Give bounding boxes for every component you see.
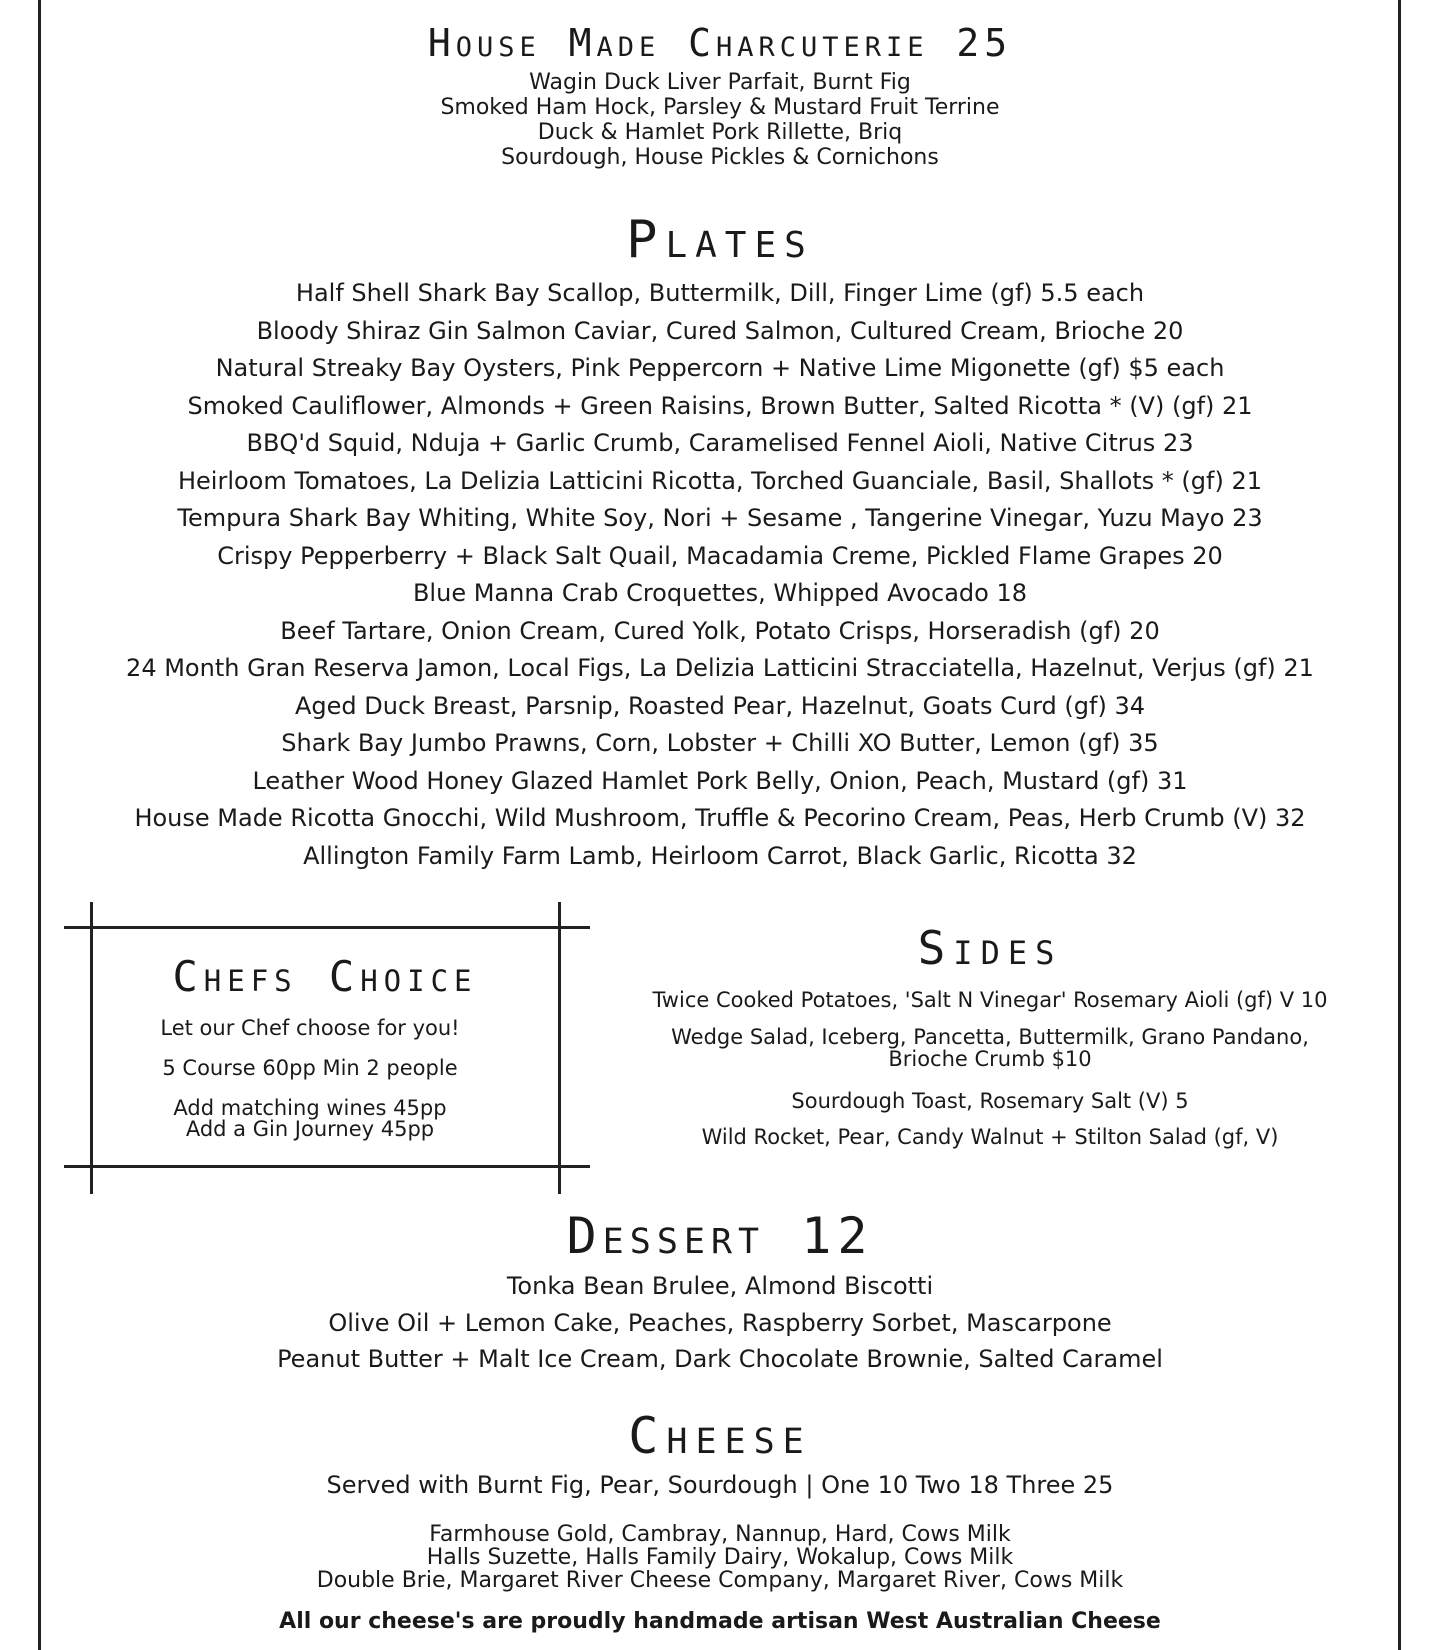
plates-item: Bloody Shiraz Gin Salmon Caviar, Cured Salmon, Cultured Cream, Brioche 20 bbox=[256, 317, 1184, 345]
sides-item: Sourdough Toast, Rosemary Salt (V) 5 bbox=[791, 1089, 1189, 1113]
charcuterie-heading: House Made Charcuterie 25 bbox=[427, 21, 1013, 65]
plates-item: Crispy Pepperberry + Black Salt Quail, Macadamia Creme, Pickled Flame Grapes 20 bbox=[217, 542, 1223, 570]
dessert-item: Olive Oil + Lemon Cake, Peaches, Raspberry Sorbet, Mascarpone bbox=[328, 1309, 1112, 1337]
dessert-heading: Dessert 12 bbox=[566, 1207, 874, 1265]
plates-heading: Plates bbox=[626, 210, 814, 270]
dessert-item: Tonka Bean Brulee, Almond Biscotti bbox=[506, 1272, 934, 1300]
chefs-choice-wines: Add matching wines 45pp bbox=[173, 1096, 447, 1120]
chefs-box-left-line bbox=[90, 902, 93, 1194]
cheese-heading: Cheese bbox=[628, 1407, 812, 1465]
charcuterie-item: Duck & Hamlet Pork Rillette, Briq bbox=[537, 120, 903, 145]
plates-item: Allington Family Farm Lamb, Heirloom Carrot, Black Garlic, Ricotta 32 bbox=[303, 842, 1137, 870]
plates-item: Tempura Shark Bay Whiting, White Soy, Nori + Sesame , Tangerine Vinegar, Yuzu Mayo 23 bbox=[177, 504, 1263, 532]
plates-item: Beef Tartare, Onion Cream, Cured Yolk, Potato Crisps, Horseradish (gf) 20 bbox=[280, 617, 1160, 645]
plates-item: Blue Manna Crab Croquettes, Whipped Avocado 18 bbox=[412, 579, 1028, 607]
sides-item: Wild Rocket, Pear, Candy Walnut + Stilton Salad (gf, V) bbox=[701, 1125, 1279, 1149]
plates-item: Smoked Cauliflower, Almonds + Green Raisins, Brown Butter, Salted Ricotta * (V) (gf) 21 bbox=[187, 392, 1253, 420]
charcuterie-item: Sourdough, House Pickles & Cornichons bbox=[501, 145, 939, 170]
chefs-choice-heading: Chefs Choice bbox=[172, 952, 478, 1001]
charcuterie-item: Smoked Ham Hock, Parsley & Mustard Fruit Terrine bbox=[440, 95, 1000, 120]
chefs-choice-gin: Add a Gin Journey 45pp bbox=[185, 1117, 435, 1141]
plates-item: Heirloom Tomatoes, La Delizia Latticini Ricotta, Torched Guanciale, Basil, Shallots * (gf) 21 bbox=[177, 467, 1263, 495]
dessert-item: Peanut Butter + Malt Ice Cream, Dark Chocolate Brownie, Salted Caramel bbox=[277, 1345, 1163, 1373]
plates-item: 24 Month Gran Reserva Jamon, Local Figs, La Delizia Latticini Stracciatella, Hazelnut, Verjus (gf) 21 bbox=[126, 654, 1314, 682]
cheese-item: Farmhouse Gold, Cambray, Nannup, Hard, Cows Milk bbox=[429, 1522, 1011, 1547]
cheese-item: Halls Suzette, Halls Family Dairy, Wokalup, Cows Milk bbox=[426, 1545, 1014, 1570]
chefs-choice-tagline: Let our Chef choose for you! bbox=[160, 1016, 460, 1040]
sides-item: Twice Cooked Potatoes, 'Salt N Vinegar' Rosemary Aioli (gf) V 10 bbox=[652, 988, 1328, 1012]
chefs-box-right-line bbox=[558, 902, 561, 1194]
plates-item: Leather Wood Honey Glazed Hamlet Pork Belly, Onion, Peach, Mustard (gf) 31 bbox=[252, 767, 1188, 795]
plates-item: Natural Streaky Bay Oysters, Pink Peppercorn + Native Lime Migonette (gf) $5 each bbox=[215, 354, 1225, 382]
cheese-served-line: Served with Burnt Fig, Pear, Sourdough | One 10 Two 18 Three 25 bbox=[326, 1471, 1114, 1499]
sides-heading: Sides bbox=[917, 921, 1063, 975]
plates-item: BBQ'd Squid, Nduja + Garlic Crumb, Caramelised Fennel Aioli, Native Citrus 23 bbox=[246, 429, 1194, 457]
plates-item: House Made Ricotta Gnocchi, Wild Mushroom, Truffle & Pecorino Cream, Peas, Herb Crumb (V) 32 bbox=[134, 804, 1306, 832]
sides-item: Brioche Crumb $10 bbox=[888, 1047, 1092, 1071]
cheese-footer-note: All our cheese's are proudly handmade artisan West Australian Cheese bbox=[279, 1609, 1161, 1634]
plates-item: Aged Duck Breast, Parsnip, Roasted Pear, Hazelnut, Goats Curd (gf) 34 bbox=[295, 692, 1145, 720]
chefs-box-bottom-line bbox=[64, 1165, 590, 1168]
charcuterie-item: Wagin Duck Liver Parfait, Burnt Fig bbox=[529, 70, 911, 95]
plates-item: Half Shell Shark Bay Scallop, Buttermilk, Dill, Finger Lime (gf) 5.5 each bbox=[295, 279, 1145, 307]
chefs-box-top-line bbox=[64, 926, 590, 929]
plates-item: Shark Bay Jumbo Prawns, Corn, Lobster + Chilli XO Butter, Lemon (gf) 35 bbox=[281, 729, 1159, 757]
chefs-choice-course: 5 Course 60pp Min 2 people bbox=[162, 1056, 458, 1080]
sides-item: Wedge Salad, Iceberg, Pancetta, Buttermilk, Grano Pandano, bbox=[671, 1025, 1309, 1049]
cheese-item: Double Brie, Margaret River Cheese Company, Margaret River, Cows Milk bbox=[316, 1568, 1124, 1593]
